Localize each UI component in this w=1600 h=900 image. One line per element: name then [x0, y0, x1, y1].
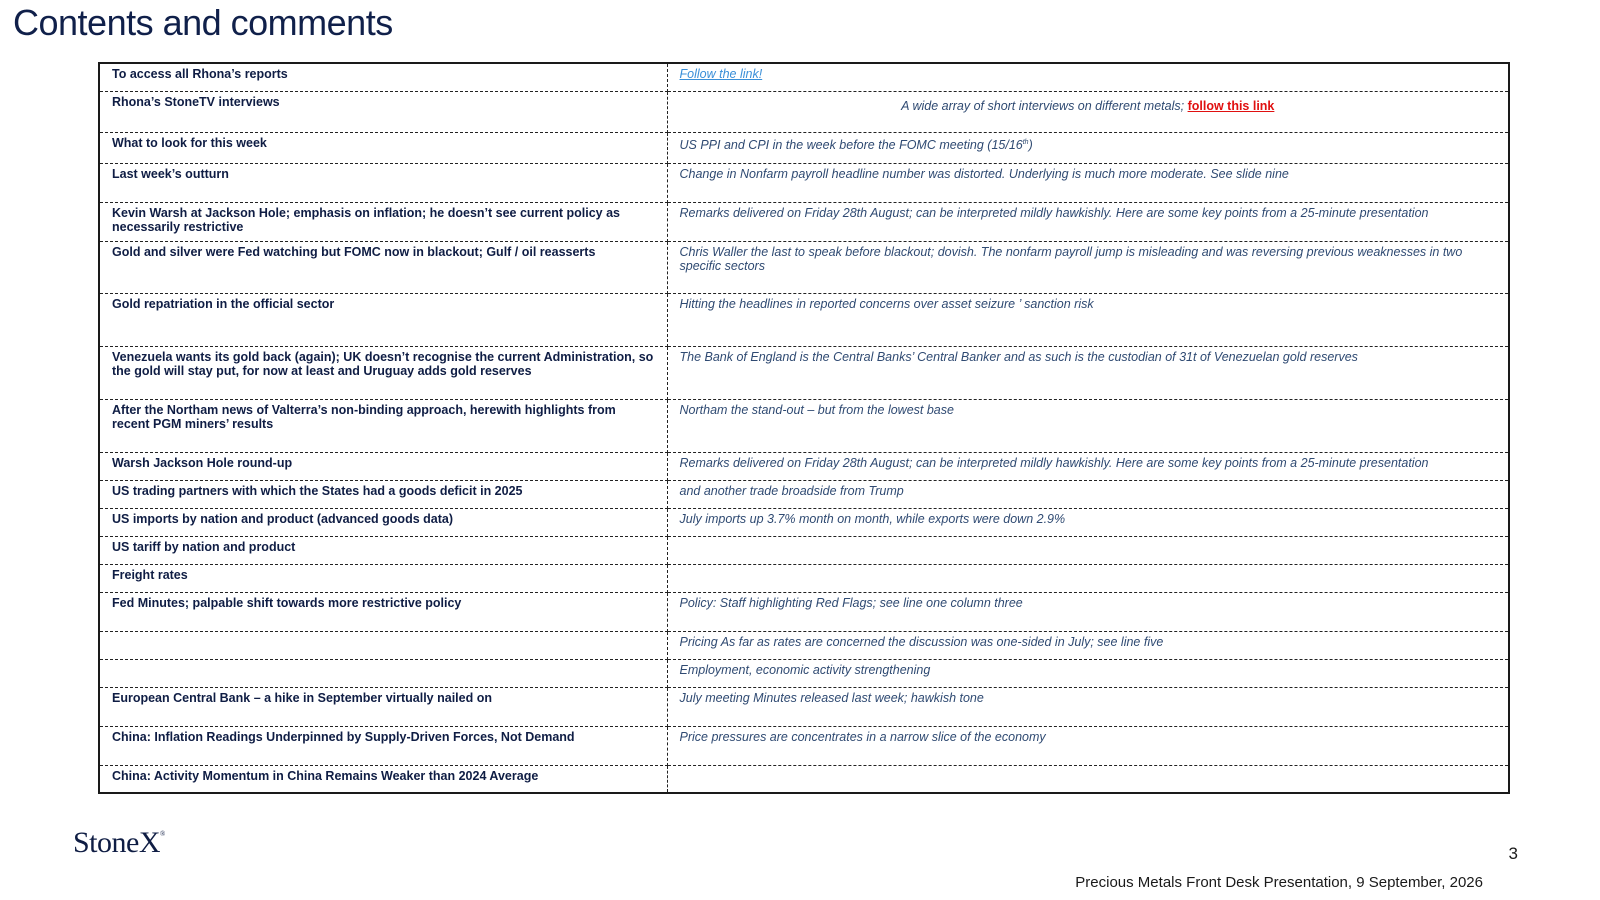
page-title: Contents and comments	[13, 2, 393, 43]
table-row	[99, 659, 1509, 687]
comment-cell: Chris Waller the last to speak before blackout; dovish. The nonfarm payroll jump is misleading and was reversing previous weaknesses in two specific sectors	[667, 241, 1509, 293]
logo-registered-mark: ®	[160, 830, 165, 838]
contents-table	[98, 62, 1510, 794]
comment-superscript: th	[1022, 138, 1029, 146]
comment-cell: Remarks delivered on Friday 28th August; can be interpreted mildly hawkishly. Here are some key points from a 25-minute presentation	[667, 452, 1509, 480]
follow-link[interactable]: Follow the link!	[679, 67, 763, 81]
comment-cell	[667, 63, 1509, 91]
comment-cell: Price pressures are concentrates in a narrow slice of the economy	[667, 726, 1509, 765]
comment-cell	[667, 564, 1509, 592]
comment-cell	[667, 536, 1509, 564]
topic-cell: US imports by nation and product (advanced goods data)	[99, 508, 667, 536]
topic-cell: US trading partners with which the States had a goods deficit in 2025	[99, 480, 667, 508]
topic-cell: Fed Minutes; palpable shift towards more restrictive policy	[99, 592, 667, 631]
table-row	[99, 91, 1509, 132]
table-row	[99, 293, 1509, 346]
table-row	[99, 508, 1509, 536]
comment-cell: Northam the stand-out – but from the lowest base	[667, 399, 1509, 452]
topic-cell: Kevin Warsh at Jackson Hole; emphasis on inflation; he doesn’t see current policy as necessarily restrictive	[99, 202, 667, 241]
comment-cell	[667, 765, 1509, 793]
topic-cell	[99, 631, 667, 659]
footer-text: Precious Metals Front Desk Presentation, 9 September, 2026	[1075, 874, 1483, 891]
table-row	[99, 687, 1509, 726]
table-row	[99, 202, 1509, 241]
table-row	[99, 452, 1509, 480]
comment-cell: Change in Nonfarm payroll headline number was distorted. Underlying is much more moderate. See slide nine	[667, 163, 1509, 202]
comment-tail: )	[1028, 137, 1033, 152]
topic-cell: After the Northam news of Valterra’s non-binding approach, herewith highlights from recent PGM miners’ results	[99, 399, 667, 452]
table-row	[99, 592, 1509, 631]
topic-cell	[99, 659, 667, 687]
table-row	[99, 132, 1509, 163]
stonex-logo	[73, 826, 165, 860]
topic-cell: US tariff by nation and product	[99, 536, 667, 564]
comment-text: A wide array of short interviews on different metals;	[901, 98, 1188, 113]
comment-cell: Remarks delivered on Friday 28th August; can be interpreted mildly hawkishly. Here are some key points from a 25-minute presentation	[667, 202, 1509, 241]
table-row	[99, 564, 1509, 592]
comment-cell	[667, 132, 1509, 163]
comment-cell: Hitting the headlines in reported concerns over asset seizure ’ sanction risk	[667, 293, 1509, 346]
comment-text: US PPI and CPI in the week before the FOMC meeting (15/16	[679, 137, 1023, 152]
table-row	[99, 163, 1509, 202]
table-row	[99, 346, 1509, 399]
topic-cell: European Central Bank – a hike in September virtually nailed on	[99, 687, 667, 726]
topic-cell: To access all Rhona’s reports	[99, 63, 667, 91]
table-row	[99, 63, 1509, 91]
topic-cell: Gold and silver were Fed watching but FOMC now in blackout; Gulf / oil reasserts	[99, 241, 667, 293]
follow-this-link[interactable]: follow this link	[1187, 98, 1275, 113]
comment-cell	[667, 91, 1509, 132]
topic-cell: Venezuela wants its gold back (again); UK doesn’t recognise the current Administration, so the gold will stay put, for now at least and Uruguay adds gold reserves	[99, 346, 667, 399]
topic-cell: What to look for this week	[99, 132, 667, 163]
comment-cell: July imports up 3.7% month on month, while exports were down 2.9%	[667, 508, 1509, 536]
comment-cell: Employment, economic activity strengthening	[667, 659, 1509, 687]
table-row	[99, 765, 1509, 793]
topic-cell: Freight rates	[99, 564, 667, 592]
table-row	[99, 480, 1509, 508]
topic-cell: China: Activity Momentum in China Remains Weaker than 2024 Average	[99, 765, 667, 793]
page-number: 3	[1508, 844, 1518, 863]
table-row	[99, 726, 1509, 765]
logo-text: StoneX	[73, 826, 160, 859]
comment-cell: July meeting Minutes released last week; hawkish tone	[667, 687, 1509, 726]
table-row	[99, 399, 1509, 452]
comment-cell: Policy: Staff highlighting Red Flags; see line one column three	[667, 592, 1509, 631]
comment-cell: and another trade broadside from Trump	[667, 480, 1509, 508]
table-row	[99, 536, 1509, 564]
topic-cell: Warsh Jackson Hole round-up	[99, 452, 667, 480]
comment-cell: Pricing As far as rates are concerned the discussion was one-sided in July; see line five	[667, 631, 1509, 659]
table-row	[99, 241, 1509, 293]
topic-cell: Rhona’s StoneTV interviews	[99, 91, 667, 132]
topic-cell: China: Inflation Readings Underpinned by Supply-Driven Forces, Not Demand	[99, 726, 667, 765]
topic-cell: Gold repatriation in the official sector	[99, 293, 667, 346]
topic-cell: Last week’s outturn	[99, 163, 667, 202]
comment-cell: The Bank of England is the Central Banks’ Central Banker and as such is the custodian of 31t of Venezuelan gold reserves	[667, 346, 1509, 399]
table-row	[99, 631, 1509, 659]
